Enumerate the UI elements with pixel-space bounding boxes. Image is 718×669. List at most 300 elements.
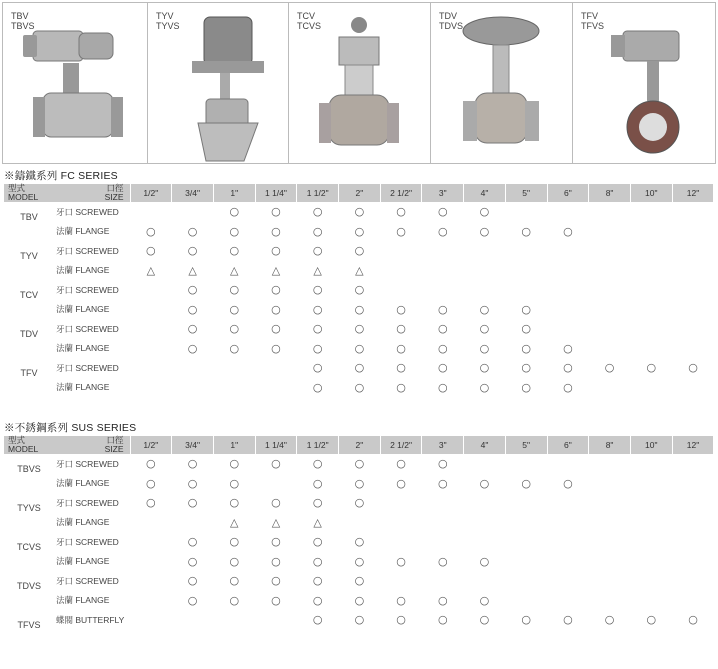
availability-cell	[505, 571, 547, 591]
triangle-mark-icon: △	[188, 263, 197, 277]
availability-cell	[589, 358, 631, 378]
connection-type-cell: 法蘭 FLANGE	[56, 517, 110, 528]
connection-type-cell: 牙口 SCREWED	[56, 575, 119, 586]
availability-cell	[339, 610, 381, 630]
circle-mark-icon: ○	[354, 496, 365, 510]
circle-mark-icon: ○	[271, 224, 281, 238]
availability-cell	[589, 532, 631, 552]
availability-cell	[213, 378, 255, 398]
photo-label: TCV TCVS	[297, 11, 322, 31]
circle-mark-icon: ○	[563, 341, 573, 355]
circle-mark-icon: ○	[354, 302, 365, 316]
availability-cell	[213, 222, 255, 242]
connection-type-cell: 牙口 SCREWED	[56, 323, 119, 334]
availability-cell	[130, 202, 172, 222]
availability-cell	[297, 513, 339, 533]
availability-cell	[672, 493, 714, 513]
size-column-header: 3"	[422, 436, 464, 454]
photo-label: TBV TBVS	[11, 11, 35, 31]
circle-mark-icon: ○	[146, 496, 156, 510]
circle-mark-icon: ○	[604, 361, 615, 375]
availability-cell	[297, 222, 339, 242]
table-row	[4, 474, 714, 494]
availability-cell	[505, 378, 547, 398]
table-row	[4, 300, 714, 320]
availability-cell	[380, 532, 422, 552]
circle-mark-icon: ○	[187, 574, 198, 588]
availability-cell	[130, 474, 172, 494]
availability-cell	[130, 280, 172, 300]
photo-label: TFV TFVS	[581, 11, 605, 31]
circle-mark-icon: ○	[437, 302, 448, 316]
availability-cell	[380, 319, 422, 339]
circle-mark-icon: ○	[312, 341, 323, 355]
availability-cell	[422, 610, 464, 630]
availability-cell	[380, 241, 422, 261]
table-row	[4, 610, 714, 630]
model-cell	[4, 339, 54, 359]
availability-cell	[589, 474, 631, 494]
availability-cell	[422, 591, 464, 611]
table-row	[4, 591, 714, 611]
circle-mark-icon: ○	[187, 302, 198, 316]
model-cell: TYVS	[17, 502, 41, 513]
availability-cell	[380, 358, 422, 378]
model-cell: TFV	[20, 367, 38, 378]
availability-cell	[464, 474, 506, 494]
availability-cell	[339, 202, 381, 222]
circle-mark-icon: ○	[312, 496, 323, 510]
availability-cell	[589, 202, 631, 222]
model-cell: TBVS	[17, 463, 41, 474]
availability-cell	[172, 241, 214, 261]
triangle-mark-icon: △	[230, 263, 239, 277]
availability-cell	[589, 280, 631, 300]
availability-cell	[505, 261, 547, 281]
connection-type-cell: 蝶閥 BUTTERFLY	[56, 614, 125, 625]
availability-cell	[213, 513, 255, 533]
availability-cell	[589, 552, 631, 572]
circle-mark-icon: ○	[187, 554, 198, 568]
circle-mark-icon: ○	[229, 244, 240, 258]
availability-cell	[297, 474, 339, 494]
availability-cell	[672, 552, 714, 572]
circle-mark-icon: ○	[563, 613, 573, 627]
circle-mark-icon: ○	[312, 224, 323, 238]
circle-mark-icon: ○	[271, 322, 281, 336]
availability-cell	[672, 474, 714, 494]
table-row	[4, 261, 714, 281]
circle-mark-icon: ○	[479, 593, 490, 607]
circle-mark-icon: ○	[146, 457, 156, 471]
size-column-header: 1"	[213, 184, 255, 202]
availability-cell	[422, 454, 464, 474]
availability-cell	[547, 591, 589, 611]
table-row	[4, 552, 714, 572]
availability-cell	[464, 513, 506, 533]
circle-mark-icon: ○	[479, 302, 490, 316]
availability-cell	[380, 280, 422, 300]
availability-cell	[464, 202, 506, 222]
circle-mark-icon: ○	[271, 574, 281, 588]
circle-mark-icon: ○	[187, 341, 198, 355]
model-cell: TFVS	[17, 619, 41, 630]
availability-cell	[672, 339, 714, 359]
circle-mark-icon: ○	[354, 380, 365, 394]
photo-tdv	[431, 3, 573, 163]
circle-mark-icon: ○	[396, 341, 406, 355]
availability-cell	[172, 610, 214, 630]
availability-cell	[422, 552, 464, 572]
availability-cell	[589, 241, 631, 261]
availability-cell	[464, 339, 506, 359]
availability-cell	[422, 202, 464, 222]
circle-mark-icon: ○	[354, 574, 365, 588]
circle-mark-icon: ○	[479, 341, 490, 355]
table-row	[4, 339, 714, 359]
availability-cell	[172, 300, 214, 320]
availability-cell	[130, 513, 172, 533]
availability-cell	[339, 261, 381, 281]
availability-cell	[172, 493, 214, 513]
availability-cell	[339, 280, 381, 300]
circle-mark-icon: ○	[271, 244, 281, 258]
availability-cell	[255, 202, 297, 222]
availability-cell	[464, 532, 506, 552]
header-row	[4, 184, 714, 202]
availability-cell	[464, 571, 506, 591]
availability-cell	[297, 378, 339, 398]
availability-cell	[255, 241, 297, 261]
circle-mark-icon: ○	[479, 322, 490, 336]
availability-cell	[505, 493, 547, 513]
connection-type-cell: 法蘭 FLANGE	[56, 343, 110, 354]
availability-cell	[213, 552, 255, 572]
circle-mark-icon: ○	[354, 244, 365, 258]
availability-cell	[505, 339, 547, 359]
circle-mark-icon: ○	[646, 613, 657, 627]
circle-mark-icon: ○	[187, 496, 198, 510]
circle-mark-icon: ○	[437, 224, 448, 238]
availability-cell	[255, 280, 297, 300]
circle-mark-icon: ○	[354, 535, 365, 549]
model-header-label: 型式 MODEL	[8, 435, 39, 454]
availability-cell	[130, 610, 172, 630]
circle-mark-icon: ○	[563, 476, 573, 490]
circle-mark-icon: ○	[271, 205, 281, 219]
availability-cell	[213, 261, 255, 281]
availability-cell	[630, 280, 672, 300]
availability-cell	[172, 222, 214, 242]
circle-mark-icon: ○	[563, 224, 573, 238]
circle-mark-icon: ○	[271, 496, 281, 510]
fc-series-table	[4, 184, 714, 397]
availability-cell	[589, 454, 631, 474]
availability-cell	[422, 300, 464, 320]
circle-mark-icon: ○	[479, 361, 490, 375]
availability-cell	[172, 358, 214, 378]
availability-cell	[339, 474, 381, 494]
model-size-header	[4, 436, 130, 454]
size-column-header: 12"	[672, 436, 714, 454]
size-column-header: 1 1/4"	[255, 436, 297, 454]
availability-cell	[297, 571, 339, 591]
connection-type-cell: 法蘭 FLANGE	[56, 595, 110, 606]
photo-tcv	[289, 3, 431, 163]
availability-cell	[672, 532, 714, 552]
circle-mark-icon: ○	[437, 554, 448, 568]
circle-mark-icon: ○	[354, 205, 365, 219]
availability-cell	[172, 378, 214, 398]
model-cell	[4, 513, 54, 533]
availability-cell	[255, 610, 297, 630]
availability-cell	[547, 222, 589, 242]
availability-cell	[672, 261, 714, 281]
availability-cell	[464, 241, 506, 261]
model-size-header	[4, 184, 130, 202]
availability-cell	[464, 300, 506, 320]
circle-mark-icon: ○	[229, 341, 240, 355]
availability-cell	[130, 378, 172, 398]
availability-cell	[672, 300, 714, 320]
circle-mark-icon: ○	[521, 380, 531, 394]
availability-cell	[339, 241, 381, 261]
circle-mark-icon: ○	[187, 283, 198, 297]
availability-cell	[213, 280, 255, 300]
availability-cell	[130, 552, 172, 572]
availability-cell	[339, 513, 381, 533]
availability-cell	[255, 222, 297, 242]
availability-cell	[130, 339, 172, 359]
availability-cell	[672, 591, 714, 611]
size-column-header: 2"	[339, 436, 381, 454]
circle-mark-icon: ○	[146, 476, 156, 490]
table-row	[4, 222, 714, 242]
circle-mark-icon: ○	[354, 457, 365, 471]
circle-mark-icon: ○	[354, 593, 365, 607]
availability-cell	[672, 513, 714, 533]
availability-cell	[505, 358, 547, 378]
circle-mark-icon: ○	[479, 476, 490, 490]
availability-cell	[672, 454, 714, 474]
availability-cell	[422, 280, 464, 300]
availability-cell	[130, 493, 172, 513]
availability-cell	[422, 571, 464, 591]
size-column-header: 5"	[505, 436, 547, 454]
size-column-header: 4"	[464, 436, 506, 454]
photo-tyv	[148, 3, 289, 163]
table-row	[4, 202, 714, 222]
table-row	[4, 493, 714, 513]
availability-cell	[547, 300, 589, 320]
availability-cell	[172, 454, 214, 474]
availability-cell	[547, 202, 589, 222]
size-column-header: 3"	[422, 184, 464, 202]
availability-cell	[630, 358, 672, 378]
sus-series-title: ※不銹鋼系列 SUS SERIES	[4, 422, 137, 434]
availability-cell	[297, 591, 339, 611]
circle-mark-icon: ○	[312, 244, 323, 258]
circle-mark-icon: ○	[521, 476, 531, 490]
circle-mark-icon: ○	[437, 341, 448, 355]
circle-mark-icon: ○	[396, 613, 406, 627]
availability-cell	[505, 241, 547, 261]
header-row	[4, 436, 714, 454]
availability-cell	[422, 378, 464, 398]
availability-cell	[672, 571, 714, 591]
triangle-mark-icon: △	[313, 515, 322, 529]
availability-cell	[297, 610, 339, 630]
model-cell: TCVS	[16, 541, 41, 552]
circle-mark-icon: ○	[563, 361, 573, 375]
availability-cell	[547, 339, 589, 359]
availability-cell	[422, 493, 464, 513]
circle-mark-icon: ○	[396, 554, 406, 568]
availability-cell	[505, 513, 547, 533]
availability-cell	[589, 571, 631, 591]
circle-mark-icon: ○	[187, 476, 198, 490]
availability-cell	[172, 280, 214, 300]
circle-mark-icon: ○	[437, 476, 448, 490]
valve-photo-strip	[2, 2, 716, 164]
circle-mark-icon: ○	[521, 322, 531, 336]
model-cell	[4, 300, 54, 320]
availability-cell	[213, 532, 255, 552]
availability-cell	[255, 591, 297, 611]
availability-cell	[422, 358, 464, 378]
availability-cell	[505, 300, 547, 320]
availability-cell	[547, 552, 589, 572]
availability-cell	[589, 513, 631, 533]
availability-cell	[422, 241, 464, 261]
circle-mark-icon: ○	[271, 535, 281, 549]
circle-mark-icon: ○	[521, 302, 531, 316]
availability-cell	[255, 493, 297, 513]
availability-cell	[213, 300, 255, 320]
model-cell	[4, 474, 54, 494]
connection-type-cell: 牙口 SCREWED	[56, 245, 119, 256]
availability-cell	[505, 610, 547, 630]
availability-cell	[505, 474, 547, 494]
circle-mark-icon: ○	[521, 361, 531, 375]
availability-cell	[213, 571, 255, 591]
availability-cell	[130, 300, 172, 320]
availability-cell	[213, 591, 255, 611]
circle-mark-icon: ○	[312, 593, 323, 607]
connection-type-cell: 法蘭 FLANGE	[56, 478, 110, 489]
availability-cell	[339, 358, 381, 378]
availability-cell	[630, 552, 672, 572]
availability-cell	[213, 202, 255, 222]
availability-cell	[380, 378, 422, 398]
triangle-mark-icon: △	[146, 263, 156, 277]
availability-cell	[380, 571, 422, 591]
availability-cell	[380, 261, 422, 281]
availability-cell	[380, 591, 422, 611]
availability-cell	[255, 358, 297, 378]
circle-mark-icon: ○	[354, 283, 365, 297]
table-row	[4, 319, 714, 339]
size-column-header: 6"	[547, 436, 589, 454]
circle-mark-icon: ○	[396, 476, 406, 490]
availability-cell	[339, 571, 381, 591]
availability-cell	[172, 552, 214, 572]
circle-mark-icon: ○	[396, 322, 406, 336]
connection-type-cell: 牙口 SCREWED	[56, 458, 119, 469]
circle-mark-icon: ○	[479, 380, 490, 394]
circle-mark-icon: ○	[646, 361, 657, 375]
model-cell	[4, 261, 54, 281]
circle-mark-icon: ○	[229, 496, 240, 510]
availability-cell	[297, 552, 339, 572]
size-column-header: 8"	[589, 184, 631, 202]
availability-cell	[672, 610, 714, 630]
model-cell: TYV	[20, 250, 38, 261]
size-column-header: 1"	[213, 436, 255, 454]
circle-mark-icon: ○	[229, 205, 240, 219]
circle-mark-icon: ○	[271, 457, 281, 471]
availability-cell	[213, 610, 255, 630]
availability-cell	[630, 474, 672, 494]
photo-label: TDV TDVS	[439, 11, 464, 31]
triangle-mark-icon: △	[271, 515, 281, 529]
size-column-header: 10"	[630, 436, 672, 454]
connection-type-cell: 法蘭 FLANGE	[56, 265, 110, 276]
availability-cell	[630, 339, 672, 359]
availability-cell	[422, 339, 464, 359]
circle-mark-icon: ○	[187, 224, 198, 238]
circle-mark-icon: ○	[187, 535, 198, 549]
model-cell: TBV	[20, 211, 38, 222]
availability-cell	[547, 358, 589, 378]
availability-cell	[672, 280, 714, 300]
size-header-label: 口徑 SIZE	[104, 183, 124, 202]
connection-type-cell: 法蘭 FLANGE	[56, 226, 110, 237]
model-header-label: 型式 MODEL	[8, 183, 39, 202]
size-column-header: 1 1/2"	[297, 436, 339, 454]
circle-mark-icon: ○	[229, 554, 240, 568]
availability-cell	[297, 241, 339, 261]
availability-cell	[672, 319, 714, 339]
circle-mark-icon: ○	[312, 457, 323, 471]
circle-mark-icon: ○	[437, 593, 448, 607]
availability-cell	[547, 610, 589, 630]
size-column-header: 1 1/4"	[255, 184, 297, 202]
availability-cell	[339, 378, 381, 398]
availability-cell	[464, 280, 506, 300]
availability-cell	[464, 591, 506, 611]
availability-cell	[464, 454, 506, 474]
size-column-header: 3/4"	[172, 184, 214, 202]
availability-cell	[255, 339, 297, 359]
circle-mark-icon: ○	[521, 341, 531, 355]
availability-cell	[380, 454, 422, 474]
availability-cell	[172, 474, 214, 494]
availability-cell	[672, 241, 714, 261]
circle-mark-icon: ○	[187, 593, 198, 607]
photo-label: TYV TYVS	[156, 11, 180, 31]
circle-mark-icon: ○	[354, 224, 365, 238]
availability-cell	[130, 591, 172, 611]
size-column-header: 2"	[339, 184, 381, 202]
availability-cell	[130, 319, 172, 339]
circle-mark-icon: ○	[437, 613, 448, 627]
availability-cell	[339, 222, 381, 242]
availability-cell	[339, 319, 381, 339]
circle-mark-icon: ○	[146, 244, 156, 258]
availability-cell	[297, 339, 339, 359]
availability-cell	[380, 474, 422, 494]
